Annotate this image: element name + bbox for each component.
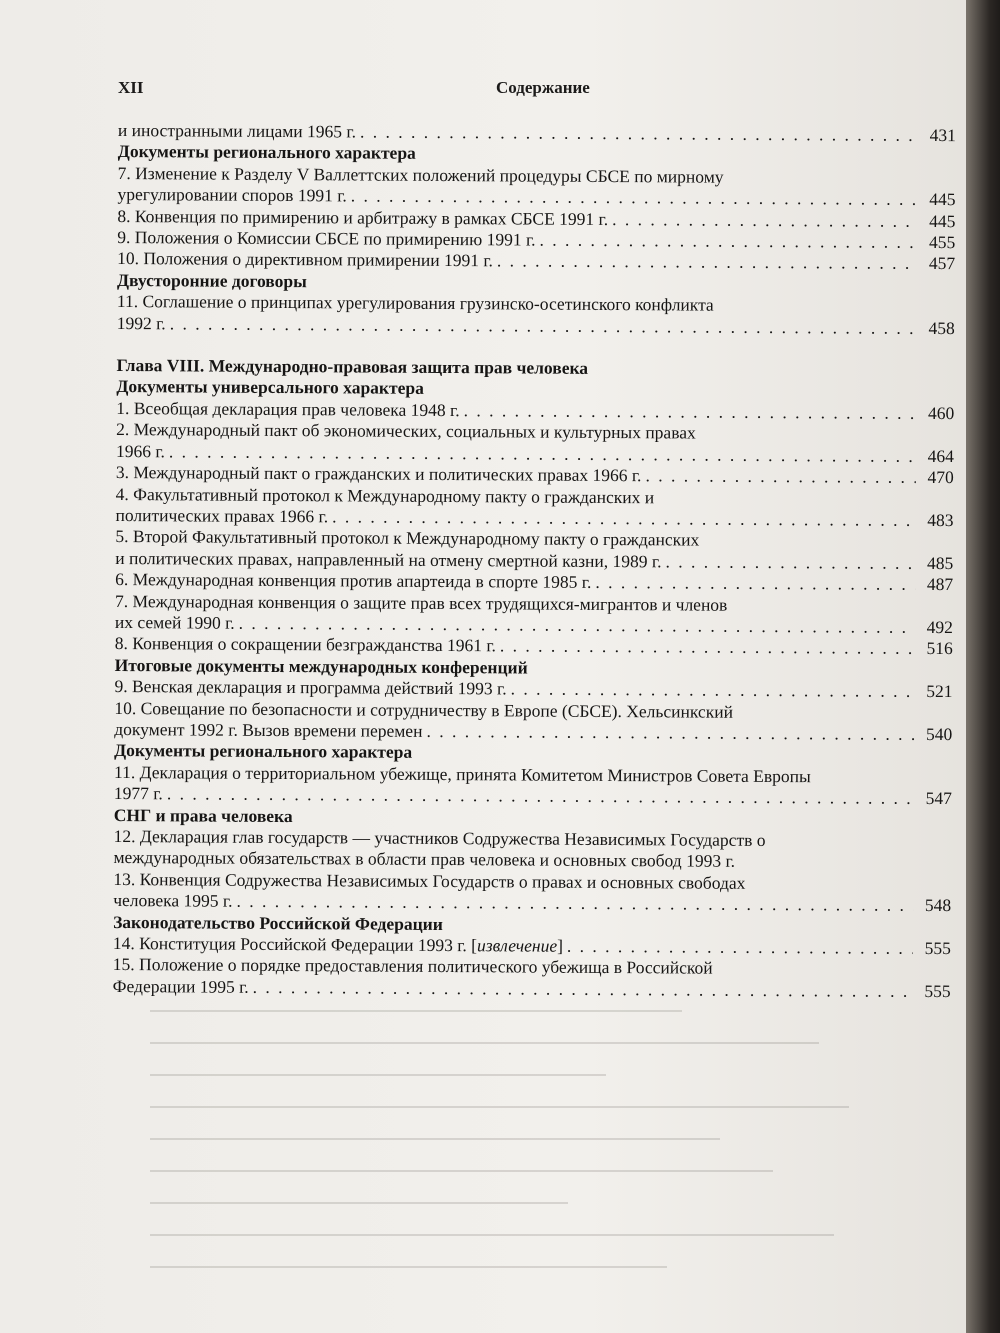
entry-title-text	[116, 398, 460, 422]
entry-title-text: международных обязательствах в области прав человека и основных свобод 1993 г.	[113, 847, 736, 872]
chapter-heading: Глава VIII. Международно-правовая защита прав человека	[116, 355, 589, 378]
toc-entry	[116, 483, 954, 531]
entry-page-number: 458	[928, 317, 955, 338]
entry-title-text	[117, 248, 493, 272]
entry-title-text	[118, 120, 356, 143]
entry-title-main: 1966 г.	[115, 440, 166, 461]
entry-title-text	[114, 783, 163, 805]
entry-page-number: 516	[926, 638, 953, 659]
entry-title-main: и иностранными лицами 1965 г.	[117, 120, 357, 142]
entry-title-text	[117, 227, 535, 251]
entry-page-number: 445	[929, 210, 956, 231]
entry-title-text	[113, 890, 232, 912]
entry-title-main: человека 1995 г.	[113, 890, 233, 911]
section-heading: Итоговые документы международных конференций	[114, 654, 528, 678]
dot-leader	[567, 936, 913, 960]
entry-title-text	[117, 184, 346, 207]
entry-title-text	[117, 206, 608, 230]
entry-page-number: 555	[924, 937, 952, 959]
entry-title-main: 9. Положения о Комиссии СБСЕ по примирению 1991 г.	[117, 227, 536, 250]
entry-title-text: 10. Совещание по безопасности и сотрудничеству в Европе (СБСЕ). Хельсинкский	[114, 697, 734, 722]
entry-page-number: 455	[928, 231, 956, 253]
show-through-text	[150, 1010, 910, 1330]
entry-title-text	[115, 612, 235, 634]
entry-title-text: 7. Международная конвенция о защите прав всех трудящихся-мигрантов и членов	[115, 590, 728, 615]
entry-title-text	[116, 441, 165, 463]
toc-entry	[116, 419, 954, 467]
dot-leader	[253, 977, 913, 1002]
section-heading: Документы регионального характера	[114, 740, 413, 763]
entry-title-text: 2. Международный пакт об экономических, социальных и культурных правах	[116, 419, 696, 443]
section-heading: Документы универсального характера	[116, 376, 424, 399]
entry-page-number: 492	[926, 616, 953, 638]
toc-entry	[114, 762, 952, 810]
table-of-contents	[113, 120, 956, 1002]
entry-title-text: 13. Конвенция Содружества Независимых Государств о правах и основных свободах	[113, 868, 746, 893]
entry-title-main: 8. Конвенция по примирению и арбитражу в рамках СБСЕ 1991 г.	[117, 205, 609, 229]
entry-title-text	[113, 933, 563, 957]
entry-title-text: 11. Соглашение о принципах урегулирования грузинско-осетинского конфликта	[116, 291, 714, 315]
entry-page-number: 487	[926, 574, 954, 595]
entry-title-main: 10. Положения о директивном примирении 1991 г.	[117, 248, 494, 271]
toc-entry	[113, 869, 951, 917]
entry-title-text: 4. Факультативный протокол к Международному пакту о гражданских и	[115, 483, 655, 507]
entry-title-italic: извлечение	[476, 935, 558, 956]
entry-title-text	[115, 569, 591, 593]
page-number: XII	[118, 78, 144, 97]
running-title: Содержание	[496, 78, 590, 97]
entry-title-text	[115, 633, 496, 657]
dot-leader	[511, 679, 915, 703]
entry-title-main: документ 1992 г. Вызов времени перемен	[114, 718, 423, 741]
toc-entry	[117, 163, 955, 211]
dot-leader	[497, 251, 917, 275]
entry-title-main: 6. Международная конвенция против апартеида в спорте 1985 г.	[115, 569, 592, 593]
entry-title-main: урегулировании споров 1991 г.	[117, 184, 347, 206]
section-heading: СНГ и права человека	[113, 804, 293, 826]
entry-title-text	[114, 719, 422, 742]
entry-page-number: 431	[929, 124, 956, 146]
dot-leader	[426, 721, 914, 745]
book-spine-shadow	[966, 0, 1000, 1333]
entry-page-number: 460	[927, 402, 955, 423]
entry-title-main: Федерации 1995 г.	[112, 975, 249, 997]
entry-page-number: 547	[925, 788, 952, 809]
entry-title-text: 7. Изменение к Разделу V Валлеттских положений процедуры СБСЕ по мирному	[117, 162, 724, 187]
toc-entry	[117, 291, 955, 339]
toc-entry	[114, 698, 952, 746]
dot-leader	[612, 209, 917, 232]
dot-leader	[500, 636, 915, 660]
entry-title-main: 1992 г.	[116, 312, 166, 333]
dot-leader	[665, 551, 915, 574]
dot-leader	[464, 400, 917, 424]
entry-page-number: 521	[926, 681, 953, 702]
toc-entry	[115, 526, 953, 574]
entry-title-text	[113, 976, 249, 998]
entry-page-number: 540	[925, 723, 953, 745]
entry-page-number: 485	[926, 552, 954, 573]
toc-entry-line	[113, 976, 951, 1003]
section-heading: Документы регионального характера	[117, 141, 416, 164]
toc-entry	[113, 954, 951, 1002]
section-heading: Законодательство Российской Федерации	[113, 911, 443, 934]
entry-title-text: 11. Декларация о территориальном убежище, принята Комитетом Министров Совета Европы	[113, 761, 811, 787]
entry-page-number: 548	[924, 895, 952, 916]
entry-title-tail: ]	[557, 935, 564, 956]
dot-leader	[540, 230, 918, 254]
section-heading: Двусторонние договоры	[116, 269, 307, 291]
entry-title-text: 15. Положение о порядке предоставления политического убежища в Российской	[112, 954, 713, 979]
entry-title-main: 9. Венская декларация и программа действий 1993 г.	[114, 676, 507, 699]
entry-page-number: 445	[929, 189, 956, 210]
entry-title-main: политических правах 1966 г.	[115, 504, 329, 527]
entry-title-text	[116, 462, 642, 487]
entry-page-number: 555	[924, 980, 951, 1001]
toc-entry	[113, 826, 951, 874]
entry-title-text	[116, 505, 329, 528]
entry-title-text: 5. Второй Факультативный протокол к Международному пакту о гражданских	[115, 526, 700, 550]
toc-entry	[115, 591, 953, 639]
dot-leader	[645, 465, 915, 488]
entry-title-text: и политических правах, направленный на отмену смертной казни, 1989 г.	[115, 547, 662, 572]
toc-entry-line	[117, 313, 955, 340]
entry-title-main: их семей 1990 г.	[114, 611, 235, 633]
entry-title-main: 3. Международный пакт о гражданских и политических правах 1966 г.	[115, 462, 642, 486]
dot-leader	[360, 121, 918, 146]
entry-page-number: 464	[927, 445, 955, 466]
dot-leader	[595, 572, 915, 595]
entry-title-text	[114, 676, 506, 700]
dot-leader	[170, 313, 917, 339]
entry-title-text: 12. Декларация глав государств — участников Содружества Независимых Государств о	[113, 825, 766, 850]
entry-page-number: 470	[927, 467, 954, 488]
entry-title-main: 14. Конституция Российской Федерации 1993 г. [	[112, 933, 478, 956]
entry-title-main: 1. Всеобщая декларация прав человека 1948 г.	[116, 397, 460, 420]
entry-page-number: 457	[928, 253, 956, 274]
entry-title-main: 1977 г.	[113, 783, 163, 804]
entry-title-main: 8. Конвенция о сокращении безгражданства 1961 г.	[114, 633, 497, 656]
entry-title-text	[117, 313, 166, 335]
entry-page-number: 483	[927, 509, 954, 531]
